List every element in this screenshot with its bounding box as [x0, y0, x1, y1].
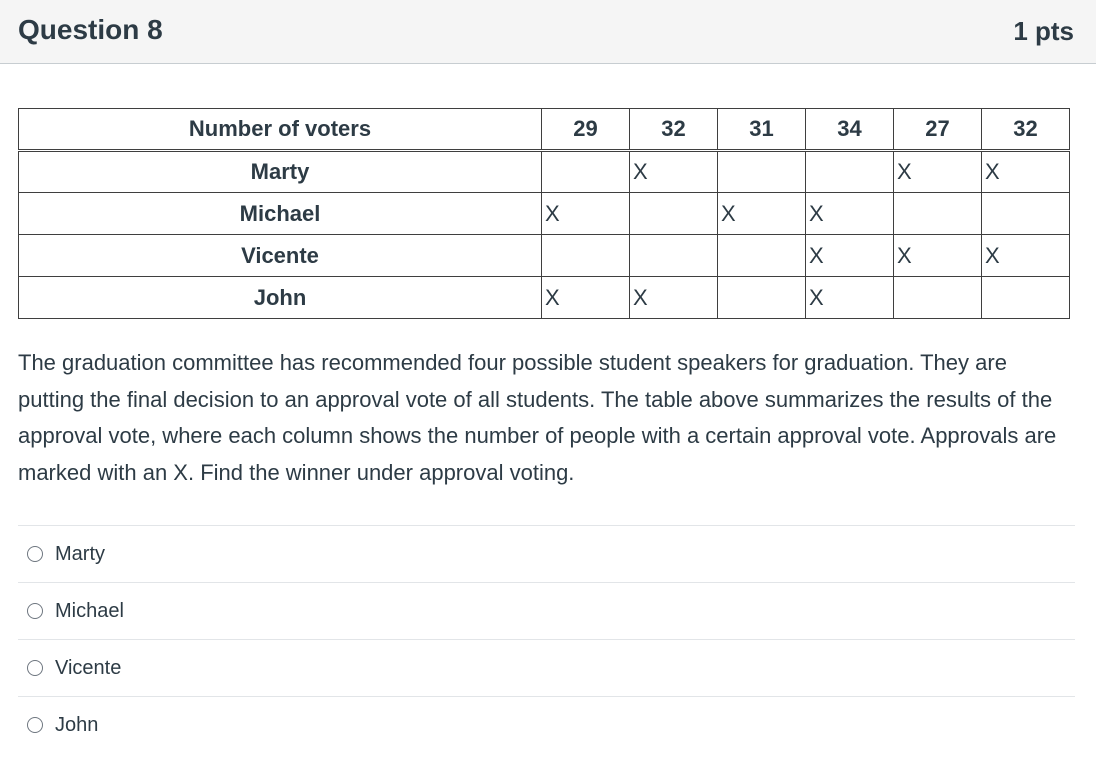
- voter-count-cell: 32: [630, 109, 718, 151]
- approval-mark-cell: [894, 193, 982, 235]
- approval-mark-cell: [982, 277, 1070, 319]
- question-points: 1 pts: [1013, 16, 1074, 46]
- approval-mark-cell: X: [718, 193, 806, 235]
- voter-count-cell: 34: [806, 109, 894, 151]
- radio-button[interactable]: [27, 660, 43, 676]
- voters-header-cell: Number of voters: [19, 109, 542, 151]
- question-prompt: The graduation committee has recommended four possible student speakers for graduation. They are putting the final decision to an approval vote of all students. The table above summarizes the results of the approval vote, where each column shows the number of people with a certain approval vote. Approvals are marked with an X. Find the winner under approval voting.: [18, 350, 1057, 485]
- approval-mark-cell: X: [806, 235, 894, 277]
- answer-label: Michael: [55, 599, 124, 622]
- answer-option-marty[interactable]: [18, 525, 1075, 582]
- answer-label: Vicente: [55, 656, 122, 679]
- approval-vote-table: [18, 108, 1070, 319]
- radio-button[interactable]: [27, 603, 43, 619]
- voter-count-cell: 32: [982, 109, 1070, 151]
- approval-mark-cell: X: [542, 193, 630, 235]
- table-row: [19, 277, 1070, 319]
- approval-mark-cell: [718, 235, 806, 277]
- approval-mark-cell: [718, 151, 806, 193]
- voter-count-cell: 27: [894, 109, 982, 151]
- candidate-name-cell: Michael: [19, 193, 542, 235]
- approval-mark-cell: X: [630, 277, 718, 319]
- answer-option-vicente[interactable]: [18, 639, 1075, 696]
- approval-mark-cell: [630, 193, 718, 235]
- approval-mark-cell: X: [806, 193, 894, 235]
- answer-label: John: [55, 713, 99, 736]
- approval-mark-cell: X: [630, 151, 718, 193]
- approval-mark-cell: [542, 151, 630, 193]
- approval-mark-cell: X: [894, 235, 982, 277]
- answer-label: Marty: [55, 542, 105, 565]
- voter-count-cell: 29: [542, 109, 630, 151]
- approval-mark-cell: [982, 193, 1070, 235]
- question-header: [0, 0, 1096, 64]
- radio-button[interactable]: [27, 717, 43, 733]
- answer-option-john[interactable]: [18, 696, 1075, 753]
- candidate-name-cell: John: [19, 277, 542, 319]
- table-header-row: [19, 109, 1070, 151]
- approval-mark-cell: [542, 235, 630, 277]
- answer-list: [18, 525, 1075, 753]
- approval-mark-cell: X: [806, 277, 894, 319]
- radio-button[interactable]: [27, 546, 43, 562]
- approval-mark-cell: [806, 151, 894, 193]
- table-row: [19, 193, 1070, 235]
- approval-mark-cell: X: [894, 151, 982, 193]
- approval-mark-cell: [630, 235, 718, 277]
- approval-mark-cell: X: [982, 151, 1070, 193]
- table-row: [19, 151, 1070, 193]
- answer-option-michael[interactable]: [18, 582, 1075, 639]
- candidate-name-cell: Marty: [19, 151, 542, 193]
- approval-mark-cell: X: [982, 235, 1070, 277]
- question-title: Question 8: [18, 14, 163, 45]
- candidate-name-cell: Vicente: [19, 235, 542, 277]
- table-row: [19, 235, 1070, 277]
- approval-mark-cell: [718, 277, 806, 319]
- voter-count-cell: 31: [718, 109, 806, 151]
- approval-mark-cell: [894, 277, 982, 319]
- approval-mark-cell: X: [542, 277, 630, 319]
